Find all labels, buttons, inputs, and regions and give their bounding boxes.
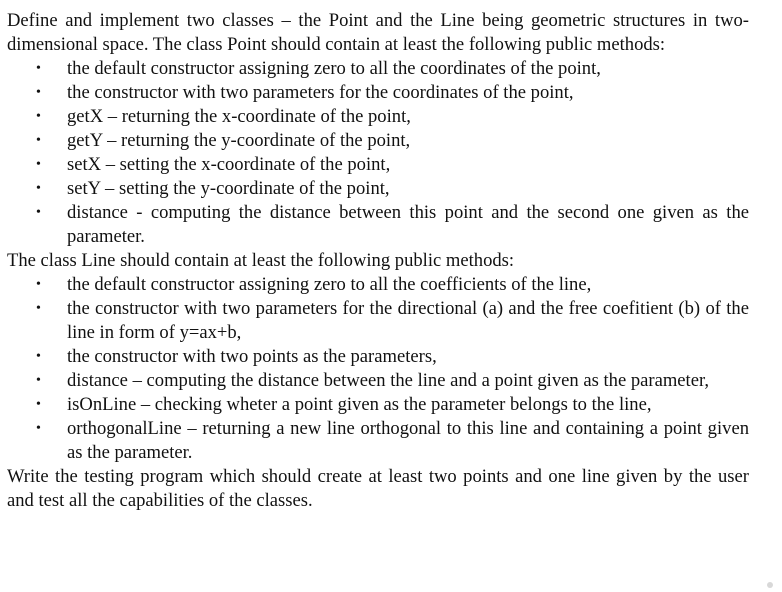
point-method-text: getX – returning the x-coordinate of the point,: [67, 106, 411, 127]
outro-paragraph: Write the testing program which should create at least two points and one line given by the user and test all the capabilities of the classes.: [7, 466, 749, 511]
point-method-text: setY – setting the y-coordinate of the point,: [67, 178, 390, 199]
bullet-icon: •: [36, 157, 41, 172]
line-method-item: [7, 273, 749, 297]
point-method-item: [7, 129, 749, 153]
point-method-text: getY – returning the y-coordinate of the point,: [67, 130, 411, 151]
line-method-text: the constructor with two parameters for the directional (a) and the free coefitient (b) of the line in form of y=ax+b,: [67, 298, 749, 343]
line-method-item: [7, 393, 749, 417]
line-methods-list: [7, 273, 749, 465]
point-method-text: the default constructor assigning zero to all the coordinates of the point,: [67, 58, 601, 79]
bullet-icon: •: [36, 301, 41, 316]
point-method-item: [7, 177, 749, 201]
point-method-item: [7, 153, 749, 177]
line-method-item: [7, 345, 749, 369]
bullet-icon: •: [36, 277, 41, 292]
bullet-icon: •: [36, 397, 41, 412]
point-method-item: [7, 105, 749, 129]
line-method-item: [7, 297, 749, 345]
bullet-icon: •: [36, 61, 41, 76]
point-method-item: [7, 201, 749, 249]
line-method-item: [7, 417, 749, 465]
point-methods-list: [7, 57, 749, 249]
line-method-text: distance – computing the distance between the line and a point given as the parameter,: [67, 370, 710, 391]
line-intro-paragraph: The class Line should contain at least the following public methods:: [7, 250, 515, 271]
point-method-item: [7, 57, 749, 81]
bullet-icon: •: [36, 181, 41, 196]
line-method-text: the default constructor assigning zero to all the coefficients of the line,: [67, 274, 592, 295]
task-document: [7, 9, 749, 513]
line-method-item: [7, 369, 749, 393]
bullet-icon: •: [36, 373, 41, 388]
bullet-icon: •: [36, 205, 41, 220]
bullet-icon: •: [36, 85, 41, 100]
point-method-text: the constructor with two parameters for the coordinates of the point,: [67, 82, 574, 103]
line-method-text: the constructor with two points as the parameters,: [67, 346, 437, 367]
line-method-text: orthogonalLine – returning a new line orthogonal to this line and containing a point given as the parameter.: [67, 418, 749, 463]
point-method-text: setX – setting the x-coordinate of the point,: [67, 154, 391, 175]
line-method-text: isOnLine – checking wheter a point given as the parameter belongs to the line,: [67, 394, 652, 415]
bullet-icon: •: [36, 421, 41, 436]
point-method-text: distance - computing the distance between this point and the second one given as the parameter.: [67, 202, 749, 247]
point-method-item: [7, 81, 749, 105]
intro-paragraph: Define and implement two classes – the Point and the Line being geometric structures in two-dimensional space. The class Point should contain at least the following public methods:: [7, 10, 749, 55]
bullet-icon: •: [36, 349, 41, 364]
corner-dot-icon: [767, 582, 773, 588]
bullet-icon: •: [36, 133, 41, 148]
bullet-icon: •: [36, 109, 41, 124]
